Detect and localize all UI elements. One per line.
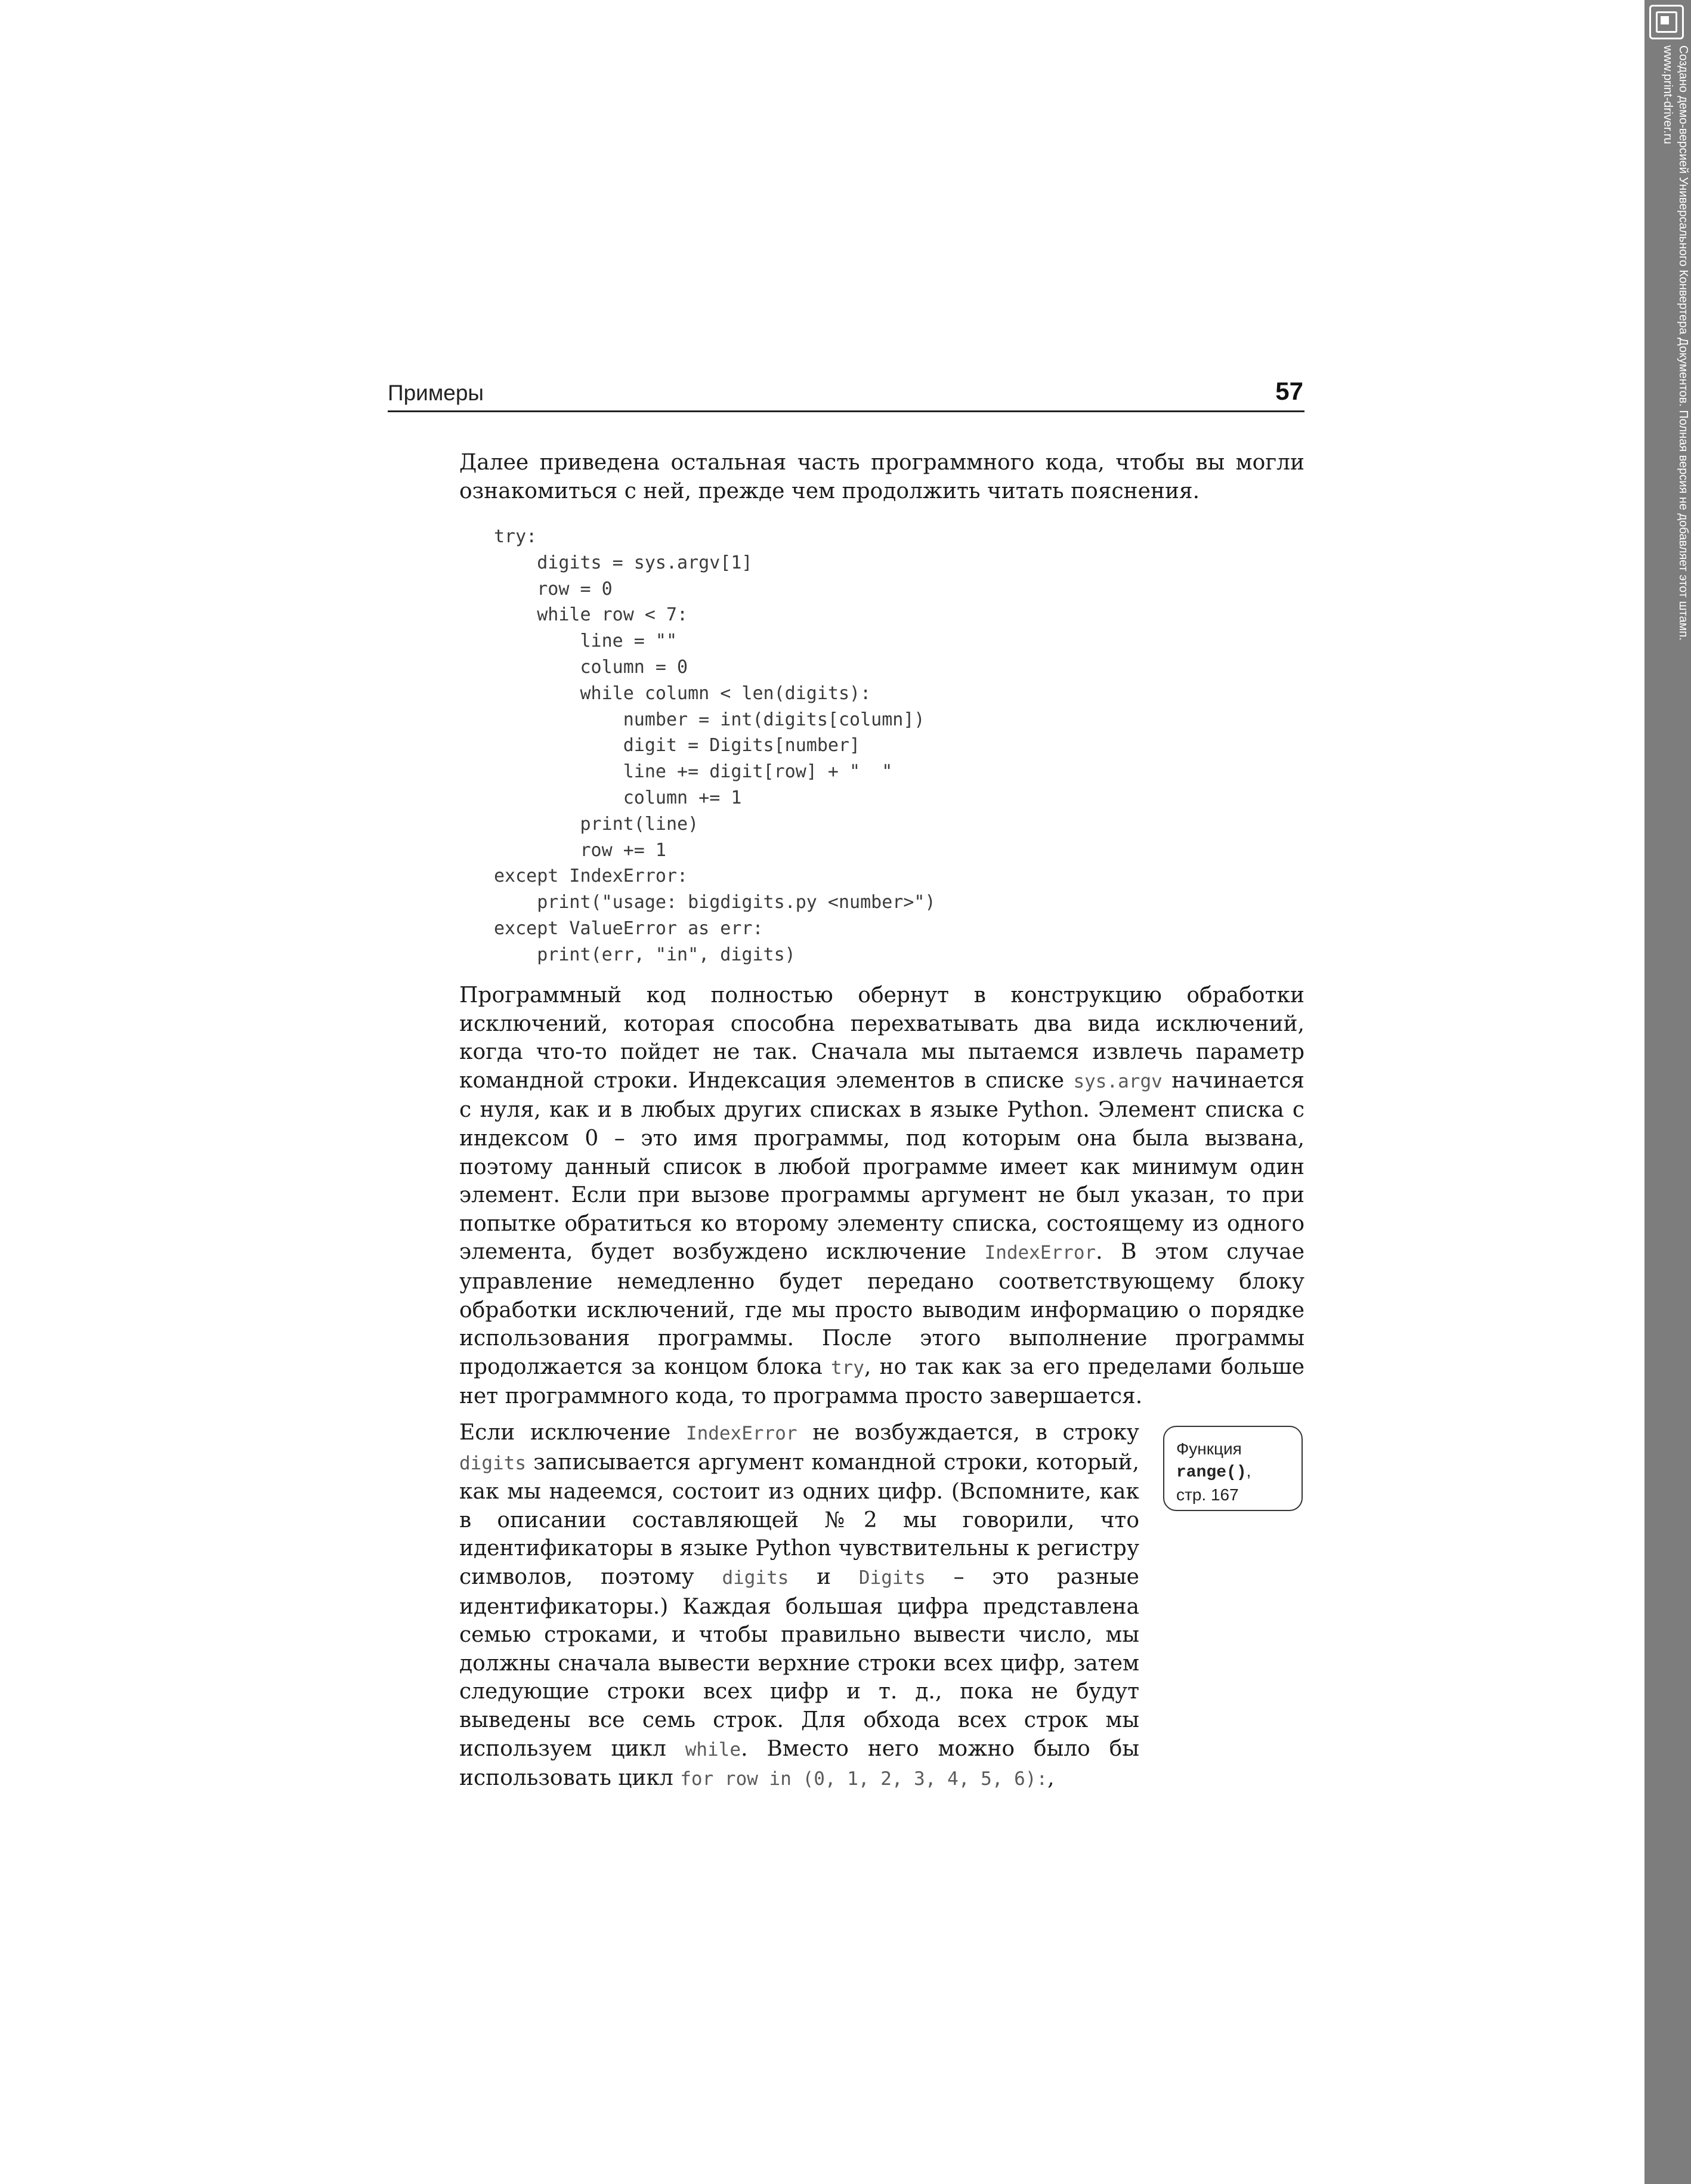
watermark-url: www.print-driver.ru (1661, 45, 1674, 144)
text-run: не возбуждается, в строку (797, 1420, 1139, 1445)
code-line: print("usage: bigdigits.py <number>") (494, 892, 936, 913)
inline-code: IndexError (984, 1242, 1096, 1264)
code-line: column = 0 (494, 656, 688, 678)
code-line: except IndexError: (494, 866, 688, 887)
code-line: digits = sys.argv[1] (494, 552, 753, 573)
text-run: начинается с нуля, как и в любых других списках в языке Python. Элемент списка с индексом 0 – это имя программы, под которым она была вызвана, поэтому данный список в любой программе имеет как минимум один элемент. Если при вызове программы аргумент не был указан, то при попытке обратиться ко второму элементу списка, состоящему из одного элемента, будет возбуждено исключение (459, 1068, 1305, 1265)
code-line: print(line) (494, 813, 699, 835)
text-run: . В этом случае управление немедленно будет передано соответствующему блоку обработки исключений, где мы просто выводим информацию о порядке использования программы. После этого выполнение программы продолжается за концом блока (459, 1240, 1305, 1379)
code-line: row += 1 (494, 839, 666, 861)
inline-code: IndexError (685, 1423, 797, 1444)
chapter-title: Примеры (388, 381, 484, 405)
text-run: . Вместо него можно было бы использовать цикл (459, 1736, 1139, 1791)
code-line: line = "" (494, 631, 678, 652)
inline-code: while (685, 1738, 741, 1760)
margin-note-comma: , (1246, 1462, 1251, 1480)
inline-code: Digits (858, 1567, 926, 1589)
code-line: column += 1 (494, 787, 742, 808)
margin-note-label: Функция (1176, 1439, 1242, 1458)
text-run: записывается аргумент командной строки, который, как мы надеемся, состоит из одних цифр. (Вспомните, как в описании составляющей №2 мы говорили, что идентификаторы в языке Python чувствительны к регистру символов, поэтому (459, 1450, 1139, 1589)
code-line: print(err, "in", digits) (494, 944, 796, 965)
margin-note-code: range() (1176, 1463, 1247, 1482)
text-run: , (1047, 1766, 1055, 1791)
code-line: digit = Digits[number] (494, 735, 861, 756)
code-listing (494, 524, 936, 968)
code-line: except ValueError as err: (494, 918, 763, 939)
code-line: line += digit[row] + " " (494, 761, 893, 783)
margin-note (1163, 1426, 1303, 1511)
inline-code: try (830, 1357, 864, 1379)
code-line: try: (494, 526, 537, 547)
text-run: Программный код полностью обернут в конструкцию обработки исключений, которая способна перехватывать два вида исключений, когда что-то пойдет не так. Сначала мы пытаемся извлечь параметр командной строки. Индексация элементов в списке (459, 983, 1304, 1093)
watermark-bar (1644, 0, 1691, 2184)
watermark-line: Создано демо-версией Универсального Конвертера Документов. Полная версия не добавляет этот штамп. (1677, 45, 1690, 641)
code-line: while column < len(digits): (494, 682, 871, 704)
text-run: , но так как за его пределами больше нет программного кода, то программа просто завершается. (459, 1354, 1305, 1409)
text-run: Если исключение (459, 1420, 686, 1445)
inline-code: for row in (0, 1, 2, 3, 4, 5, 6): (680, 1768, 1048, 1790)
inline-code: digits (722, 1567, 789, 1589)
digits-paragraph (459, 1419, 1139, 1794)
code-line: row = 0 (494, 578, 613, 600)
running-header (388, 375, 1304, 412)
converter-logo-icon (1649, 5, 1684, 39)
inline-code: digits (459, 1452, 526, 1474)
margin-note-function (1176, 1460, 1290, 1484)
inline-code: sys.argv (1073, 1070, 1163, 1092)
exception-handling-paragraph (459, 981, 1304, 1411)
intro-paragraph: Далее приведена остальная часть программного кода, чтобы вы могли ознакомиться с ней, прежде чем продолжить читать пояснения. (459, 450, 1304, 503)
code-line: number = int(digits[column]) (494, 709, 925, 730)
code-line: while row < 7: (494, 604, 688, 626)
margin-note-page-ref: стр. 167 (1176, 1485, 1239, 1504)
page-number: 57 (1275, 377, 1303, 405)
text-run: и (789, 1564, 859, 1589)
text-run: – это разные идентификаторы.) Каждая большая цифра представлена семью строками, и чтобы правильно вывести число, мы должны сначала вывести верхние строки всех цифр, затем следующие строки всех цифр и т. д., пока не будут выведены все семь строк. Для обхода всех строк мы используем цикл (459, 1564, 1139, 1761)
